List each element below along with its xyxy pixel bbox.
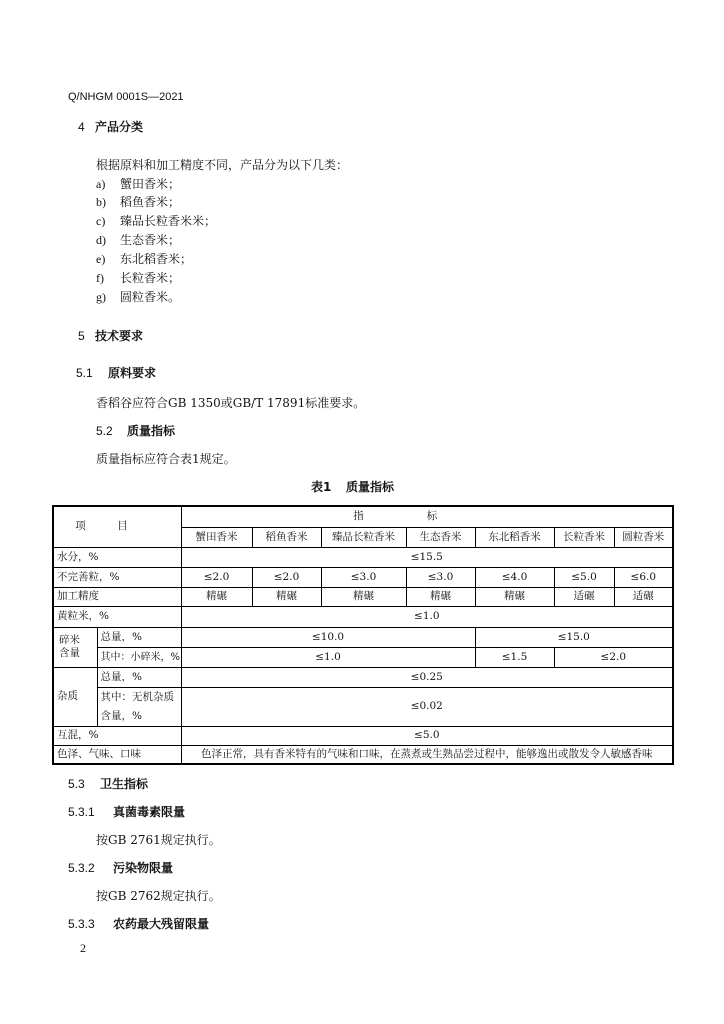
broken-rice-group-label (53, 627, 97, 667)
group-label-line: 含量 (59, 647, 80, 659)
table-row (53, 567, 673, 587)
table-row (53, 745, 673, 764)
table-cell: 适碾 (614, 587, 673, 606)
table-cell: 精碾 (181, 587, 252, 606)
table-cell: ≤0.02 (181, 687, 673, 726)
section-5-2-text: 质量指标应符合表1规定。 (96, 452, 236, 466)
document-code: Q/NHGM 0001S—2021 (68, 91, 184, 103)
list-text: 生态香米； (120, 233, 181, 247)
table-row (53, 687, 673, 726)
table-cell: ≤1.0 (181, 647, 475, 667)
table-row (53, 627, 673, 647)
table-cell: ≤2.0 (554, 647, 673, 667)
list-text: 臻品长粒香米米； (120, 214, 217, 228)
table-cell: ≤3.0 (321, 567, 406, 587)
section-5-1-number: 5.1 (76, 366, 93, 380)
list-marker: a) (96, 177, 106, 191)
table-cell: ≤6.0 (614, 567, 673, 587)
row-sublabel (97, 687, 181, 726)
row-label: 色泽、气味、口味 (53, 745, 181, 764)
row-label: 加工精度 (53, 587, 181, 606)
list-text: 长粒香米； (120, 271, 181, 285)
table-cell: 精碾 (321, 587, 406, 606)
table-cell: ≤0.25 (181, 667, 673, 687)
table-row (53, 587, 673, 606)
section-5-3-3-number: 5.3.3 (68, 917, 95, 931)
table-header-row (53, 506, 673, 527)
row-sublabel: 总量，% (97, 627, 181, 647)
section-5-1-text: 香稻谷应符合GB 1350或GB/T 17891标准要求。 (96, 396, 366, 410)
list-marker: d) (96, 233, 106, 247)
row-label: 黄粒米，% (53, 606, 181, 627)
table-cell: ≤4.0 (475, 567, 554, 587)
column-header: 长粒香米 (554, 527, 614, 547)
column-header: 臻品长粒香米 (321, 527, 406, 547)
section-4-title: 产品分类 (95, 120, 144, 134)
section-5-3-2-title: 污染物限量 (113, 861, 174, 875)
table-cell: ≤2.0 (181, 567, 252, 587)
list-text: 东北稻香米； (120, 252, 193, 266)
row-label: 互混，% (53, 726, 181, 745)
list-marker: g) (96, 290, 106, 304)
section-5-3-1-text: 按GB 2761规定执行。 (96, 833, 221, 847)
table-cell: ≤10.0 (181, 627, 475, 647)
section-5-2-title: 质量指标 (127, 424, 176, 438)
section-5-1-title: 原料要求 (108, 366, 157, 380)
item-header-cell (53, 506, 181, 547)
sublabel-line: 其中：无机杂质 (100, 690, 174, 703)
list-text: 蟹田香米； (120, 177, 181, 191)
column-header: 蟹田香米 (181, 527, 252, 547)
table-cell: 精碾 (475, 587, 554, 606)
table-cell: ≤15.5 (181, 547, 673, 567)
section-4-intro: 根据原料和加工精度不同，产品分为以下几类： (96, 158, 349, 172)
section-5-3-1-number: 5.3.1 (68, 805, 95, 819)
impurity-group-label: 杂质 (53, 667, 97, 726)
section-5-3-1-title: 真菌毒素限量 (113, 805, 186, 819)
section-5-3-2-number: 5.3.2 (68, 861, 95, 875)
index-header-cell (181, 506, 673, 527)
list-marker: c) (96, 214, 106, 228)
table-caption-number: 表1 (311, 480, 332, 494)
column-header: 圆粒香米 (614, 527, 673, 547)
sublabel-line: 含量，% (100, 709, 142, 722)
table-cell: ≤5.0 (554, 567, 614, 587)
section-5-3-number: 5.3 (68, 777, 85, 791)
section-5-3-2-text: 按GB 2762规定执行。 (96, 889, 221, 903)
table-cell: ≤1.0 (181, 606, 673, 627)
table-cell: ≤5.0 (181, 726, 673, 745)
list-marker: e) (96, 252, 106, 266)
section-5-title: 技术要求 (95, 329, 144, 343)
section-5-number: 5 (78, 329, 85, 343)
quality-index-table (52, 505, 674, 765)
table-cell: 色泽正常，具有香米特有的气味和口味，在蒸煮或生熟品尝过程中，能够逸出或散发令人敏感香味 (181, 745, 673, 764)
section-5-3-3-title: 农药最大残留限量 (113, 917, 210, 931)
table-cell: ≤3.0 (406, 567, 475, 587)
list-marker: b) (96, 195, 106, 209)
table-cell: ≤1.5 (475, 647, 554, 667)
row-sublabel: 总量，% (97, 667, 181, 687)
row-sublabel: 其中：小碎米，% (97, 647, 181, 667)
group-label-line: 碎米 (59, 634, 80, 646)
section-4-number: 4 (78, 120, 85, 134)
table-row (53, 726, 673, 745)
table-row (53, 647, 673, 667)
column-header: 东北稻香米 (475, 527, 554, 547)
page-number: 2 (80, 941, 86, 955)
index-header: 指标 (353, 510, 501, 523)
column-header: 稻鱼香米 (252, 527, 321, 547)
table-row (53, 547, 673, 567)
table-cell: 适碾 (554, 587, 614, 606)
table-cell: ≤15.0 (475, 627, 673, 647)
table-cell: ≤2.0 (252, 567, 321, 587)
column-header: 生态香米 (406, 527, 475, 547)
table-caption-title: 质量指标 (346, 480, 395, 494)
list-text: 圆粒香米。 (120, 290, 181, 304)
table-cell: 精碾 (252, 587, 321, 606)
row-label: 水分，% (53, 547, 181, 567)
section-5-3-title: 卫生指标 (100, 777, 149, 791)
list-marker: f) (96, 271, 104, 285)
section-5-2-number: 5.2 (96, 424, 113, 438)
table-cell: 精碾 (406, 587, 475, 606)
table-row (53, 606, 673, 627)
table-row (53, 667, 673, 687)
list-text: 稻鱼香米； (120, 195, 181, 209)
item-header: 项目 (75, 520, 160, 533)
row-label: 不完善粒，% (53, 567, 181, 587)
